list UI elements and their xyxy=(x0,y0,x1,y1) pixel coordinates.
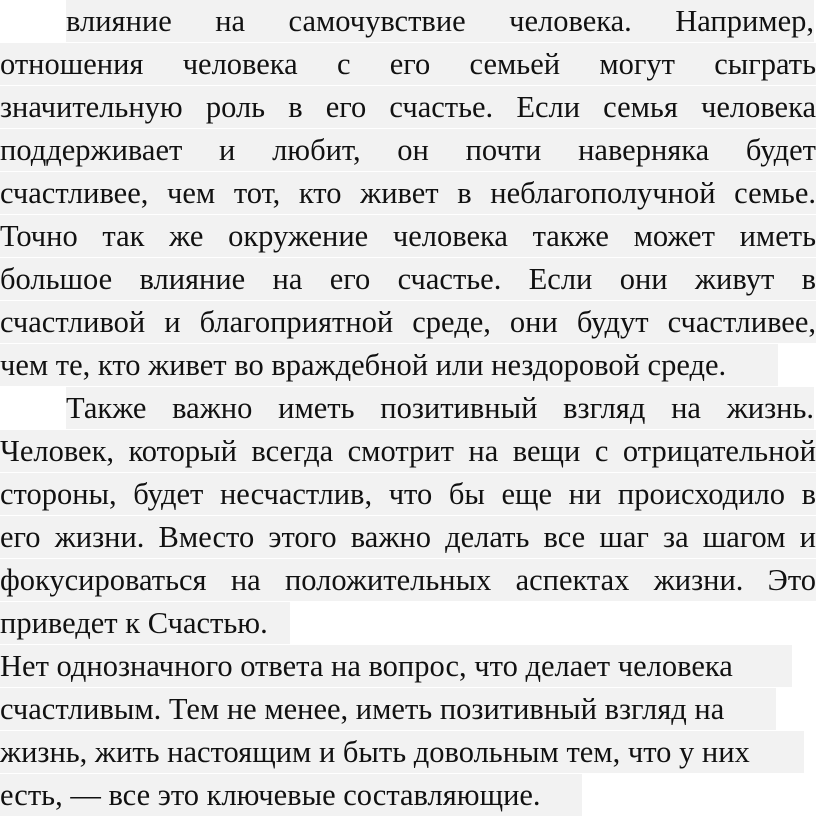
text-line: есть, — все это ключевые составляющие. xyxy=(0,774,582,816)
text-line: отношения человека с его семьей могут сыграть xyxy=(0,43,816,85)
text-line: чем те, кто живет во враждебной или нездоровой среде. xyxy=(0,344,778,386)
text-line: Нет однозначного ответа на вопрос, что делает человека xyxy=(0,645,792,687)
text-line: Точно так же окружение человека также может иметь xyxy=(0,215,816,257)
text-line: значительную роль в его счастье. Если семья человека xyxy=(0,86,816,128)
text-line: влияние на самочувствие человека. Например, xyxy=(66,0,814,42)
text-line: счастливым. Тем не менее, иметь позитивный взгляд на xyxy=(0,688,776,730)
text-line: его жизни. Вместо этого важно делать все шаг за шагом и xyxy=(0,516,816,558)
text-line: счастливее, чем тот, кто живет в неблагополучной семье. xyxy=(0,172,816,214)
text-line: Также важно иметь позитивный взгляд на жизнь. xyxy=(66,387,814,429)
text-line: счастливой и благоприятной среде, они будут счастливее, xyxy=(0,301,816,343)
text-line: фокусироваться на положительных аспектах жизни. Это xyxy=(0,559,816,601)
text-line: стороны, будет несчастлив, что бы еще ни происходило в xyxy=(0,473,816,515)
text-line: поддерживает и любит, он почти наверняка будет xyxy=(0,129,816,171)
text-line: приведет к Счастью. xyxy=(0,602,290,644)
text-line: большое влияние на его счастье. Если они живут в xyxy=(0,258,816,300)
text-line: жизнь, жить настоящим и быть довольным тем, что у них xyxy=(0,731,804,773)
text-line: Человек, который всегда смотрит на вещи с отрицательной xyxy=(0,430,816,472)
